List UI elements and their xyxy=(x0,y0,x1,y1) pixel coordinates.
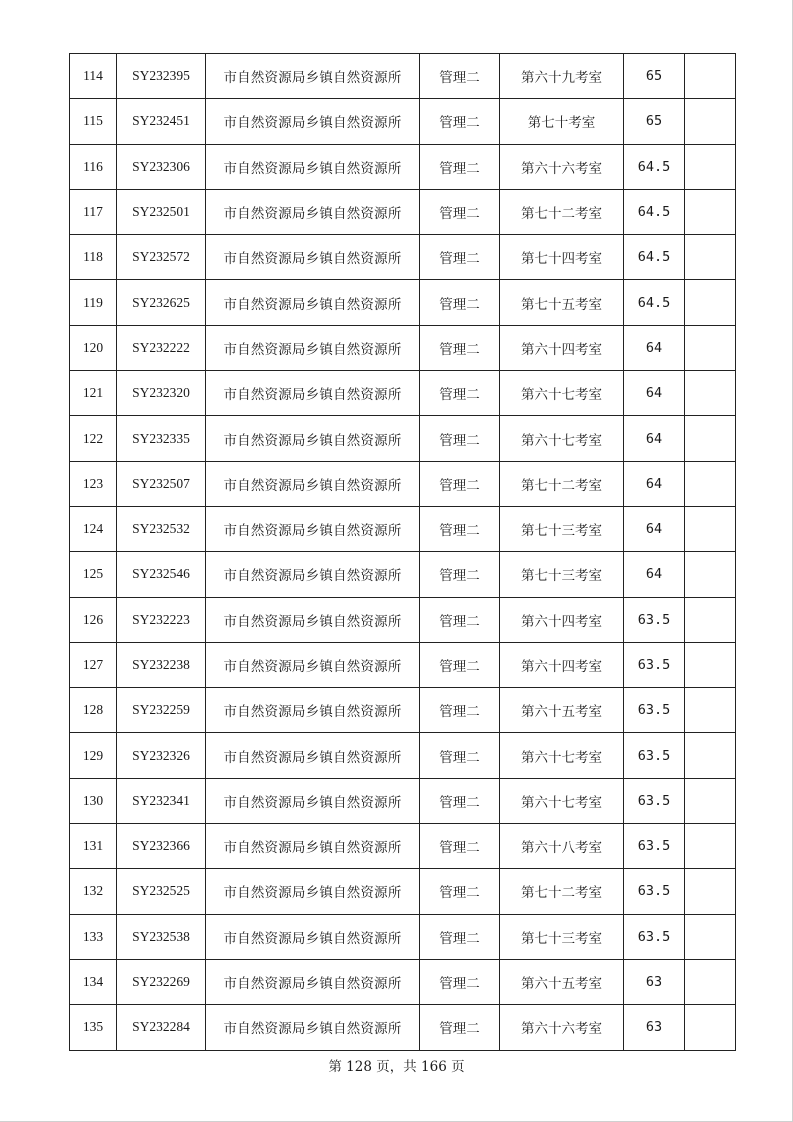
exam-id-cell: SY232326 xyxy=(117,733,206,778)
note-cell xyxy=(685,824,736,869)
unit-cell: 市自然资源局乡镇自然资源所 xyxy=(206,733,420,778)
exam-room-cell: 第六十六考室 xyxy=(500,144,624,189)
table-row xyxy=(70,914,736,959)
row-number-cell: 122 xyxy=(70,416,117,461)
note-cell xyxy=(685,506,736,551)
score-cell: 63 xyxy=(624,1005,685,1050)
table-row xyxy=(70,733,736,778)
score-cell: 64 xyxy=(624,461,685,506)
score-cell: 65 xyxy=(624,54,685,99)
unit-cell: 市自然资源局乡镇自然资源所 xyxy=(206,235,420,280)
exam-id-cell: SY232366 xyxy=(117,824,206,869)
note-cell xyxy=(685,189,736,234)
exam-id-cell: SY232306 xyxy=(117,144,206,189)
score-cell: 64.5 xyxy=(624,235,685,280)
exam-id-cell: SY232395 xyxy=(117,54,206,99)
score-cell: 63.5 xyxy=(624,869,685,914)
exam-id-cell: SY232546 xyxy=(117,552,206,597)
post-cell: 管理二 xyxy=(420,733,500,778)
row-number-cell: 133 xyxy=(70,914,117,959)
row-number-cell: 130 xyxy=(70,778,117,823)
table-row xyxy=(70,325,736,370)
score-cell: 64 xyxy=(624,325,685,370)
row-number-cell: 134 xyxy=(70,959,117,1004)
exam-room-cell: 第六十六考室 xyxy=(500,1005,624,1050)
post-cell: 管理二 xyxy=(420,688,500,733)
unit-cell: 市自然资源局乡镇自然资源所 xyxy=(206,1005,420,1050)
exam-id-cell: SY232320 xyxy=(117,371,206,416)
unit-cell: 市自然资源局乡镇自然资源所 xyxy=(206,597,420,642)
post-cell: 管理二 xyxy=(420,642,500,687)
unit-cell: 市自然资源局乡镇自然资源所 xyxy=(206,280,420,325)
post-cell: 管理二 xyxy=(420,1005,500,1050)
score-cell: 63.5 xyxy=(624,914,685,959)
exam-id-cell: SY232222 xyxy=(117,325,206,370)
table-row xyxy=(70,461,736,506)
exam-id-cell: SY232238 xyxy=(117,642,206,687)
post-cell: 管理二 xyxy=(420,371,500,416)
note-cell xyxy=(685,416,736,461)
row-number-cell: 129 xyxy=(70,733,117,778)
exam-room-cell: 第七十二考室 xyxy=(500,461,624,506)
note-cell xyxy=(685,642,736,687)
post-cell: 管理二 xyxy=(420,824,500,869)
score-cell: 63.5 xyxy=(624,778,685,823)
row-number-cell: 120 xyxy=(70,325,117,370)
exam-id-cell: SY232223 xyxy=(117,597,206,642)
note-cell xyxy=(685,688,736,733)
note-cell xyxy=(685,733,736,778)
note-cell xyxy=(685,597,736,642)
row-number-cell: 128 xyxy=(70,688,117,733)
unit-cell: 市自然资源局乡镇自然资源所 xyxy=(206,688,420,733)
table-row xyxy=(70,959,736,1004)
unit-cell: 市自然资源局乡镇自然资源所 xyxy=(206,144,420,189)
post-cell: 管理二 xyxy=(420,914,500,959)
post-cell: 管理二 xyxy=(420,461,500,506)
score-cell: 64.5 xyxy=(624,280,685,325)
unit-cell: 市自然资源局乡镇自然资源所 xyxy=(206,99,420,144)
table-row xyxy=(70,144,736,189)
table-row xyxy=(70,54,736,99)
unit-cell: 市自然资源局乡镇自然资源所 xyxy=(206,506,420,551)
exam-id-cell: SY232269 xyxy=(117,959,206,1004)
unit-cell: 市自然资源局乡镇自然资源所 xyxy=(206,869,420,914)
note-cell xyxy=(685,235,736,280)
post-cell: 管理二 xyxy=(420,235,500,280)
row-number-cell: 119 xyxy=(70,280,117,325)
post-cell: 管理二 xyxy=(420,99,500,144)
note-cell xyxy=(685,1005,736,1050)
unit-cell: 市自然资源局乡镇自然资源所 xyxy=(206,416,420,461)
table-row xyxy=(70,189,736,234)
row-number-cell: 132 xyxy=(70,869,117,914)
note-cell xyxy=(685,461,736,506)
exam-id-cell: SY232284 xyxy=(117,1005,206,1050)
score-cell: 64 xyxy=(624,506,685,551)
exam-room-cell: 第七十三考室 xyxy=(500,914,624,959)
exam-room-cell: 第七十二考室 xyxy=(500,189,624,234)
table-row xyxy=(70,371,736,416)
post-cell: 管理二 xyxy=(420,959,500,1004)
unit-cell: 市自然资源局乡镇自然资源所 xyxy=(206,642,420,687)
note-cell xyxy=(685,778,736,823)
row-number-cell: 121 xyxy=(70,371,117,416)
post-cell: 管理二 xyxy=(420,325,500,370)
row-number-cell: 124 xyxy=(70,506,117,551)
table-row xyxy=(70,688,736,733)
exam-room-cell: 第六十五考室 xyxy=(500,688,624,733)
unit-cell: 市自然资源局乡镇自然资源所 xyxy=(206,325,420,370)
post-cell: 管理二 xyxy=(420,280,500,325)
note-cell xyxy=(685,280,736,325)
exam-room-cell: 第六十七考室 xyxy=(500,778,624,823)
score-cell: 64.5 xyxy=(624,144,685,189)
score-cell: 64 xyxy=(624,552,685,597)
exam-room-cell: 第七十五考室 xyxy=(500,280,624,325)
exam-id-cell: SY232335 xyxy=(117,416,206,461)
exam-room-cell: 第七十二考室 xyxy=(500,869,624,914)
row-number-cell: 116 xyxy=(70,144,117,189)
exam-room-cell: 第六十七考室 xyxy=(500,416,624,461)
exam-id-cell: SY232341 xyxy=(117,778,206,823)
unit-cell: 市自然资源局乡镇自然资源所 xyxy=(206,824,420,869)
row-number-cell: 135 xyxy=(70,1005,117,1050)
exam-room-cell: 第七十考室 xyxy=(500,99,624,144)
row-number-cell: 127 xyxy=(70,642,117,687)
exam-room-cell: 第六十四考室 xyxy=(500,597,624,642)
unit-cell: 市自然资源局乡镇自然资源所 xyxy=(206,959,420,1004)
table-row xyxy=(70,597,736,642)
row-number-cell: 117 xyxy=(70,189,117,234)
score-cell: 64.5 xyxy=(624,189,685,234)
unit-cell: 市自然资源局乡镇自然资源所 xyxy=(206,778,420,823)
unit-cell: 市自然资源局乡镇自然资源所 xyxy=(206,54,420,99)
score-cell: 63.5 xyxy=(624,688,685,733)
unit-cell: 市自然资源局乡镇自然资源所 xyxy=(206,552,420,597)
exam-room-cell: 第六十四考室 xyxy=(500,642,624,687)
unit-cell: 市自然资源局乡镇自然资源所 xyxy=(206,914,420,959)
table-row xyxy=(70,506,736,551)
table-row xyxy=(70,824,736,869)
exam-id-cell: SY232625 xyxy=(117,280,206,325)
exam-room-cell: 第七十三考室 xyxy=(500,506,624,551)
row-number-cell: 115 xyxy=(70,99,117,144)
table-row xyxy=(70,1005,736,1050)
score-cell: 63.5 xyxy=(624,824,685,869)
row-number-cell: 126 xyxy=(70,597,117,642)
note-cell xyxy=(685,99,736,144)
exam-room-cell: 第六十九考室 xyxy=(500,54,624,99)
post-cell: 管理二 xyxy=(420,778,500,823)
exam-id-cell: SY232538 xyxy=(117,914,206,959)
table-row xyxy=(70,235,736,280)
unit-cell: 市自然资源局乡镇自然资源所 xyxy=(206,461,420,506)
table-row xyxy=(70,99,736,144)
exam-room-cell: 第六十四考室 xyxy=(500,325,624,370)
exam-id-cell: SY232259 xyxy=(117,688,206,733)
note-cell xyxy=(685,914,736,959)
exam-id-cell: SY232532 xyxy=(117,506,206,551)
row-number-cell: 114 xyxy=(70,54,117,99)
post-cell: 管理二 xyxy=(420,144,500,189)
note-cell xyxy=(685,959,736,1004)
note-cell xyxy=(685,371,736,416)
post-cell: 管理二 xyxy=(420,54,500,99)
exam-id-cell: SY232572 xyxy=(117,235,206,280)
row-number-cell: 118 xyxy=(70,235,117,280)
table-row xyxy=(70,869,736,914)
table-row xyxy=(70,280,736,325)
row-number-cell: 125 xyxy=(70,552,117,597)
post-cell: 管理二 xyxy=(420,189,500,234)
score-table xyxy=(69,53,736,1051)
note-cell xyxy=(685,869,736,914)
exam-id-cell: SY232501 xyxy=(117,189,206,234)
exam-room-cell: 第七十四考室 xyxy=(500,235,624,280)
exam-id-cell: SY232451 xyxy=(117,99,206,144)
exam-room-cell: 第六十八考室 xyxy=(500,824,624,869)
score-cell: 63.5 xyxy=(624,733,685,778)
table-body xyxy=(70,54,736,1051)
table-row xyxy=(70,552,736,597)
note-cell xyxy=(685,144,736,189)
table-row xyxy=(70,416,736,461)
note-cell xyxy=(685,552,736,597)
post-cell: 管理二 xyxy=(420,552,500,597)
post-cell: 管理二 xyxy=(420,506,500,551)
score-cell: 63 xyxy=(624,959,685,1004)
table-row xyxy=(70,642,736,687)
post-cell: 管理二 xyxy=(420,597,500,642)
row-number-cell: 123 xyxy=(70,461,117,506)
score-cell: 64 xyxy=(624,371,685,416)
exam-room-cell: 第六十七考室 xyxy=(500,733,624,778)
unit-cell: 市自然资源局乡镇自然资源所 xyxy=(206,189,420,234)
row-number-cell: 131 xyxy=(70,824,117,869)
score-cell: 64 xyxy=(624,416,685,461)
score-cell: 63.5 xyxy=(624,597,685,642)
note-cell xyxy=(685,54,736,99)
exam-id-cell: SY232525 xyxy=(117,869,206,914)
score-cell: 65 xyxy=(624,99,685,144)
exam-id-cell: SY232507 xyxy=(117,461,206,506)
post-cell: 管理二 xyxy=(420,416,500,461)
exam-room-cell: 第六十七考室 xyxy=(500,371,624,416)
post-cell: 管理二 xyxy=(420,869,500,914)
unit-cell: 市自然资源局乡镇自然资源所 xyxy=(206,371,420,416)
exam-room-cell: 第六十五考室 xyxy=(500,959,624,1004)
table-row xyxy=(70,778,736,823)
note-cell xyxy=(685,325,736,370)
exam-room-cell: 第七十三考室 xyxy=(500,552,624,597)
page-footer: 第 128 页，共 166 页 xyxy=(328,1059,465,1075)
score-cell: 63.5 xyxy=(624,642,685,687)
